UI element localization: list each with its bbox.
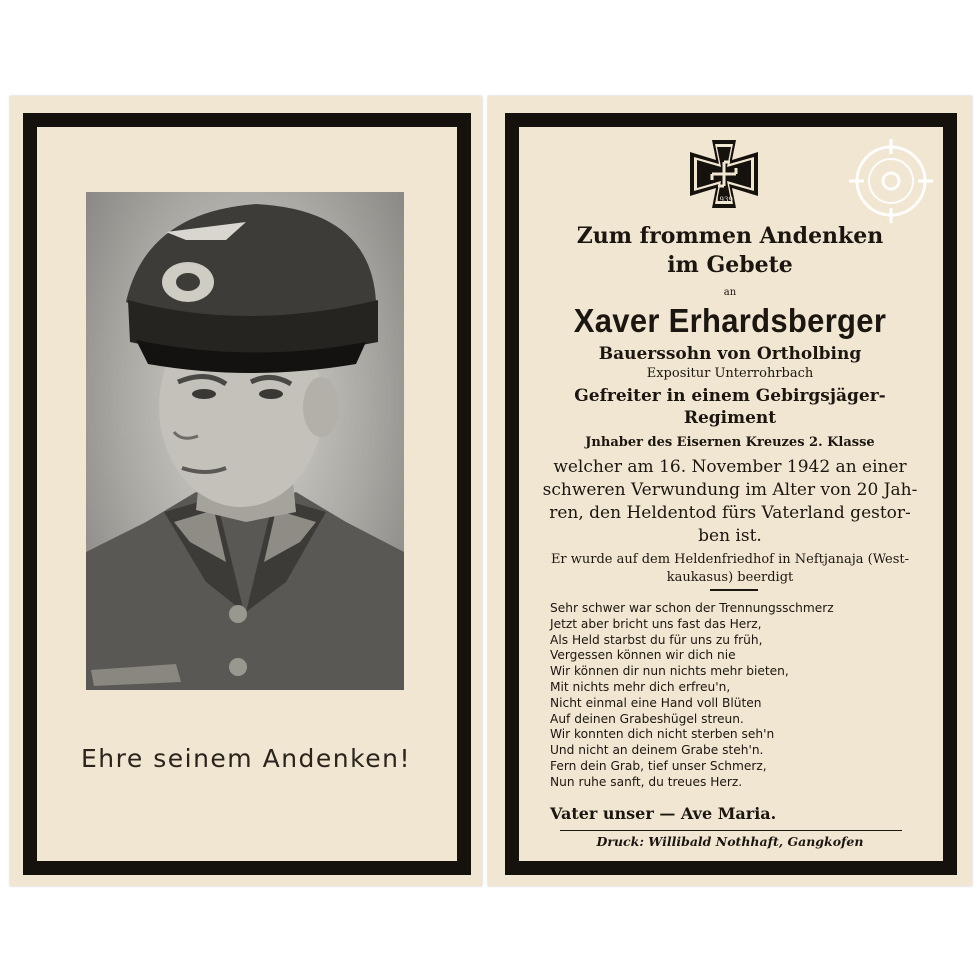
divider — [710, 589, 758, 591]
death-line: ben ist. — [698, 526, 762, 546]
burial-line: kaukasus) beerdigt — [666, 570, 794, 585]
rank-block — [488, 385, 972, 429]
poem-line: Wir können dir nun nichts mehr bieten, — [550, 664, 789, 679]
heading — [488, 222, 972, 280]
left-card — [10, 96, 482, 886]
printer-credit: Druck: Willibald Nothhaft, Gangkofen — [596, 834, 864, 849]
poem-line: Mit nichts mehr dich erfreu'n, — [550, 679, 731, 694]
printer-divider — [560, 830, 902, 831]
poem-line: Sehr schwer war schon der Trennungsschmerz — [550, 601, 834, 615]
death-line: schweren Verwundung im Alter von 20 Jah- — [542, 480, 918, 500]
death-line: welcher am 16. November 1942 an einer — [553, 457, 907, 477]
prayer-line: Vater unser — Ave Maria. — [550, 804, 777, 823]
decoration-line: Jnhaber des Eisernen Kreuzes 2. Klasse — [585, 435, 875, 450]
poem-line: Als Held starbst du für uns zu früh, — [550, 632, 763, 647]
heading-line-2: im Gebete — [667, 252, 793, 278]
son-of-line: Bauerssohn von Ortholbing — [598, 344, 862, 364]
memorial-poem — [550, 601, 834, 791]
heading-line-1: Zum frommen Andenken — [576, 223, 884, 249]
poem-line: Und nicht an deinem Grabe steh'n. — [550, 743, 764, 758]
right-card — [488, 96, 972, 886]
poem-line: Fern dein Grab, tief unser Schmerz, — [550, 758, 767, 773]
poem-line: Vergessen können wir dich nie — [550, 648, 736, 663]
rank-line-2: Regiment — [683, 408, 777, 428]
cross-year: 1939 — [715, 196, 733, 204]
soldier-portrait — [86, 192, 404, 690]
watermark-stamp-icon — [846, 136, 936, 230]
death-block — [488, 456, 972, 548]
rank-line-1: Gefreiter in einem Gebirgsjäger- — [574, 386, 886, 406]
poem-line: Nicht einmal eine Hand voll Blüten — [550, 695, 762, 710]
an-label: an — [723, 287, 737, 298]
deceased-name: Xaver Erhardsberger — [573, 301, 887, 340]
poem-line: Jetzt aber bricht uns fast das Herz, — [550, 616, 762, 631]
burial-line: Er wurde auf dem Heldenfriedhof in Neftjanaja (West- — [550, 552, 910, 567]
expositur-line: Expositur Unterrohrbach — [646, 366, 814, 381]
poem-line: Nun ruhe sanft, du treues Herz. — [550, 774, 743, 789]
burial-block — [488, 551, 972, 587]
poem-line: Auf deinen Grabeshügel streun. — [550, 711, 744, 726]
poem-line: Wir konnten dich nicht sterben seh'n — [550, 727, 775, 742]
death-line: ren, den Heldentod fürs Vaterland gestor- — [549, 503, 911, 523]
memorial-motto: Ehre seinem Andenken! — [81, 744, 411, 773]
